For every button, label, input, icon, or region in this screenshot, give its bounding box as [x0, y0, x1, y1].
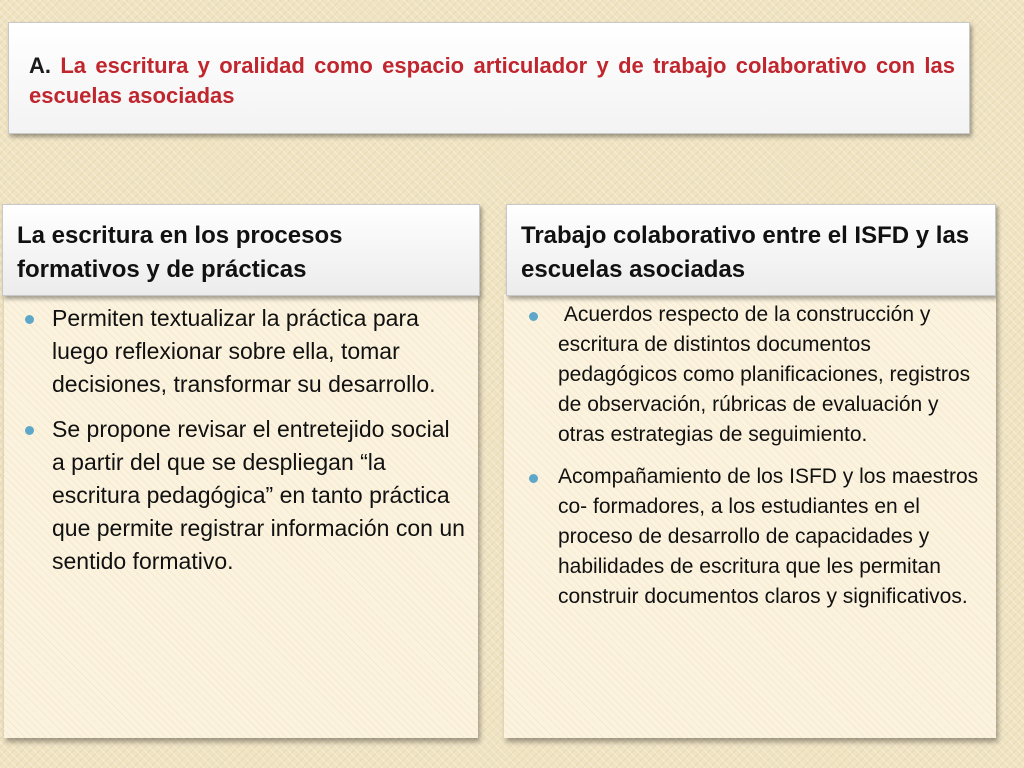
- right-bullet-item: [558, 300, 986, 450]
- right-bullet-text: Acuerdos respecto de la construcción y escritura de distintos documentos pedagógicos como planificaciones, registros de observación, rúbricas de evaluación y otras estrategias de seguimiento.: [558, 303, 976, 446]
- left-column-body: [4, 294, 478, 738]
- right-bullet-text: Acompañamiento de los ISFD y los maestros co- formadores, a los estudiantes en el proceso de desarrollo de capacidades y habilidades de escritura que les permitan construir documentos claros y significativos.: [558, 465, 979, 608]
- slide-title: [29, 51, 955, 111]
- left-bullet-item: [52, 413, 468, 578]
- right-column-header: [506, 204, 996, 296]
- left-bullet-text: Se propone revisar el entretejido social a partir del que se despliegan “la escritura pedagógica” en tanto práctica que permite registrar información con un sentido formativo.: [52, 416, 465, 574]
- left-column-header: [2, 204, 480, 296]
- slide-title-box: [8, 22, 970, 134]
- right-bullet-item: [558, 462, 986, 612]
- right-bullet-list: [504, 294, 996, 612]
- bullet-dot-icon: [25, 315, 34, 324]
- slide-title-prefix: A.: [29, 53, 51, 78]
- right-column-body: [504, 294, 996, 738]
- bullet-dot-icon: [529, 474, 538, 483]
- right-column-heading: Trabajo colaborativo entre el ISFD y las escuelas asociadas: [521, 222, 970, 283]
- slide-title-text: La escritura y oralidad como espacio articulador y de trabajo colaborativo con las escuelas asociadas: [29, 53, 955, 108]
- left-bullet-item: [52, 302, 468, 401]
- bullet-dot-icon: [529, 312, 538, 321]
- left-bullet-list: [4, 294, 478, 578]
- bullet-dot-icon: [25, 426, 34, 435]
- left-bullet-text: Permiten textualizar la práctica para luego reflexionar sobre ella, tomar decisiones, transformar su desarrollo.: [52, 305, 436, 397]
- left-column-heading: La escritura en los procesos formativos y de prácticas: [17, 222, 343, 283]
